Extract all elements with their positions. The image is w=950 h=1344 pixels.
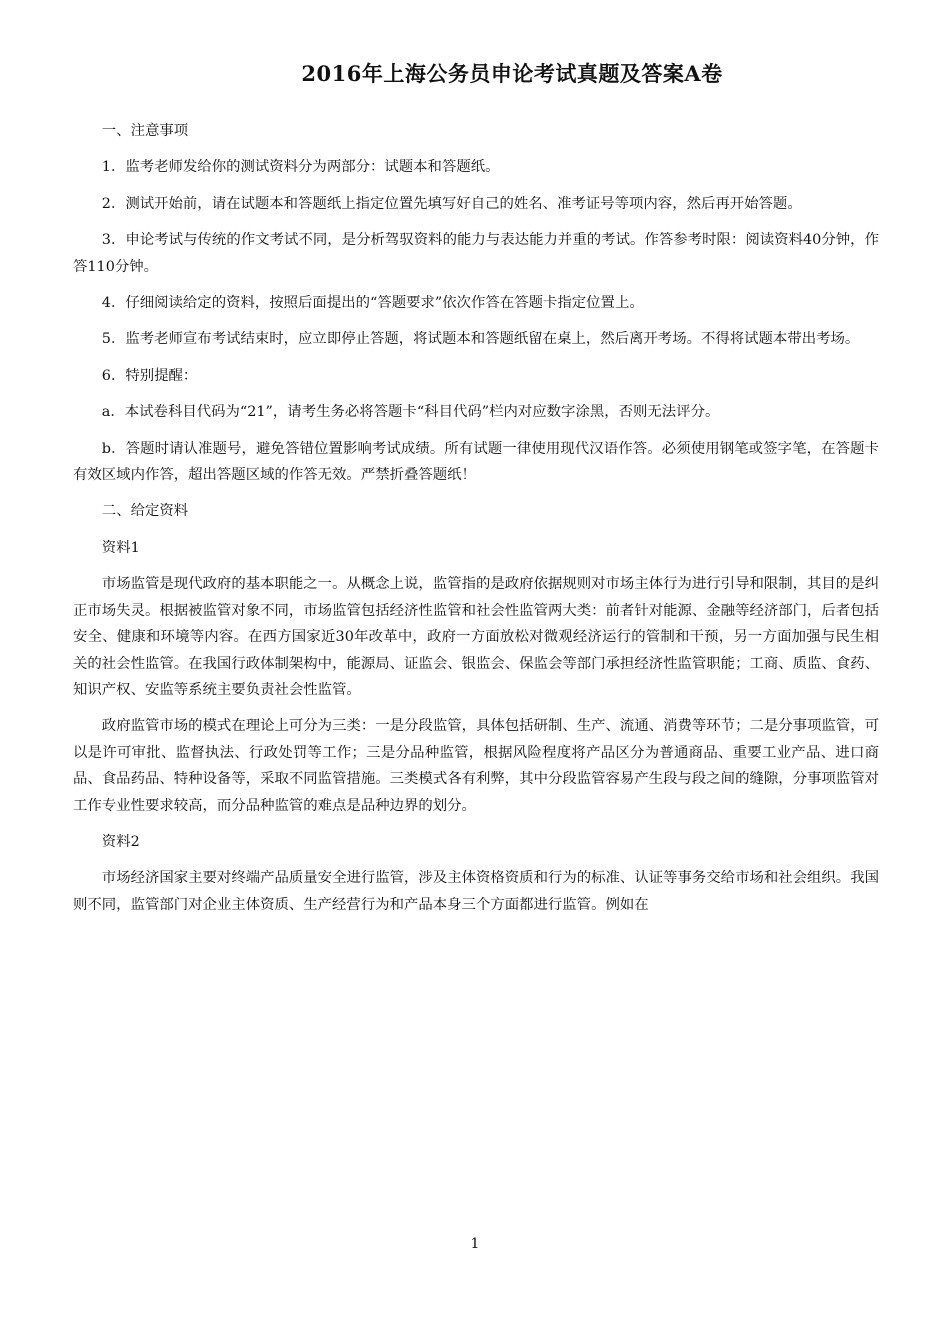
material-heading-1: 资料1	[101, 539, 140, 556]
paragraph: 3．申论考试与传统的作文考试不同，是分析驾驭资料的能力与表达能力并重的考试。作答参考时限：阅读资料40分钟，作答110分钟。	[73, 232, 879, 275]
document-body	[73, 118, 879, 928]
paragraph: 6．特别提醒：	[101, 367, 198, 384]
material-heading-2: 资料2	[101, 833, 140, 850]
section-heading-notes: 一、注意事项	[101, 123, 189, 139]
paragraph: a．本试卷科目代码为“21”，请考生务必将答题卡“科目代码”栏内对应数字涂黑，否则无法评分。	[101, 404, 720, 421]
paragraph: 市场经济国家主要对终端产品质量安全进行监管，涉及主体资格资质和行为的标准、认证等事务交给市场和社会组织。我国则不同，监管部门对企业主体资质、生产经营行为和产品本身三个方面都进行监管。例如在	[73, 870, 879, 913]
paragraph: 5．监考老师宣布考试结束时，应立即停止答题，将试题本和答题纸留在桌上，然后离开考场。不得将试题本带出考场。	[101, 331, 860, 348]
page-number: 1	[470, 1236, 480, 1252]
paragraph: b．答题时请认准题号，避免答错位置影响考试成绩。所有试题一律使用现代汉语作答。必须使用钢笔或签字笔，在答题卡有效区域内作答，超出答题区域的作答无效。严禁折叠答题纸！	[73, 440, 879, 484]
paragraph: 1．监考老师发给你的测试资料分为两部分：试题本和答题纸。	[101, 159, 500, 176]
page-title: 2016年上海公务员申论考试真题及答案A卷	[301, 61, 723, 86]
paragraph: 政府监管市场的模式在理论上可分为三类：一是分段监管，具体包括研制、生产、流通、消费等环节；二是分事项监管，可以是许可审批、监督执法、行政处罚等工作；三是分品种监管，根据风险程度将产品区分为普通商品、重要工业产品、进口商品、食品药品、特种设备等，采取不同监管措施。三类模式各有利弊，其中分段监管容易产生段与段之间的缝隙，分事项监管对工作专业性要求较高，而分品种监管的难点是品种边界的划分。	[73, 718, 879, 814]
paragraph: 2．测试开始前，请在试题本和答题纸上指定位置先填写好自己的姓名、准考证号等项内容，然后再开始答题。	[101, 195, 802, 212]
paragraph: 市场监管是现代政府的基本职能之一。从概念上说，监管指的是政府依据规则对市场主体行为进行引导和限制，其目的是纠正市场失灵。根据被监管对象不同，市场监管包括经济性监管和社会性监管两大类：前者针对能源、金融等经济部门，后者包括安全、健康和环境等内容。在西方国家近30年改革中，政府一方面放松对微观经济运行的管制和干预，另一方面加强与民生相关的社会性监管。在我国行政体制架构中，能源局、证监会、银监会、保监会等部门承担经济性监管职能；工商、质监、食药、知识产权、安监等系统主要负责社会性监管。	[73, 576, 879, 698]
paragraph: 4．仔细阅读给定的资料，按照后面提出的“答题要求”依次作答在答题卡指定位置上。	[101, 295, 644, 312]
section-heading-materials: 二、给定资料	[101, 503, 189, 520]
